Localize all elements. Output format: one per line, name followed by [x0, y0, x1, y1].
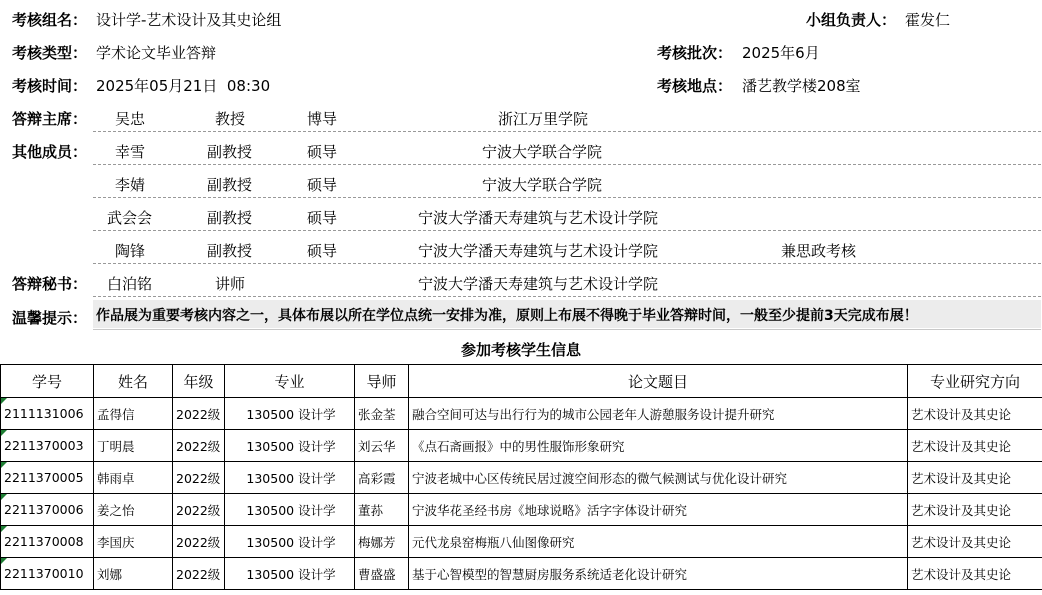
grade-cell: 2022级 [173, 494, 225, 526]
thesis-title-cell: 宁波华花圣经书房《地球说略》活字字体设计研究 [409, 494, 908, 526]
student-id-cell: 2211370003 [1, 430, 94, 462]
chair-label: 答辩主席： [12, 110, 88, 128]
batch-label: 考核批次： [657, 44, 733, 62]
leader-value: 霍发仁 [905, 11, 951, 29]
student-name-cell: 李国庆 [94, 526, 173, 558]
row-divider [93, 131, 1041, 132]
thesis-title-cell: 基于心智模型的智慧厨房服务系统适老化设计研究 [409, 558, 908, 590]
table-row [1, 494, 1042, 526]
header-advisor: 导师 [355, 365, 409, 398]
thesis-title-cell: 宁波老城中心区传统民居过渡空间形态的微气候测试与优化设计研究 [409, 462, 908, 494]
member-org: 宁波大学潘天寿建筑与艺术设计学院 [418, 242, 659, 260]
member-name: 幸雪 [115, 143, 146, 161]
student-name-cell: 丁明晨 [94, 430, 173, 462]
major-cell: 130500 设计学 [225, 398, 355, 430]
row-divider [93, 230, 1041, 231]
notice-text: 作品展为重要考核内容之一，具体布展以所在学位点统一安排为准，原则上布展不得晚于毕业答辩时间，一般至少提前3天完成布展！ [96, 308, 918, 324]
advisor-cell: 梅娜芳 [355, 526, 409, 558]
advisor-cell: 董荪 [355, 494, 409, 526]
advisor-cell: 张金荃 [355, 398, 409, 430]
student-name-cell: 韩雨卓 [94, 462, 173, 494]
research-direction-cell: 艺术设计及其史论 [908, 558, 1042, 590]
table-row [1, 526, 1042, 558]
student-name-cell: 孟得信 [94, 398, 173, 430]
chair-org: 浙江万里学院 [498, 110, 589, 128]
member-note: 兼思政考核 [781, 242, 857, 260]
member-title: 副教授 [207, 143, 253, 161]
chair-title: 教授 [215, 110, 246, 128]
grade-cell: 2022级 [173, 526, 225, 558]
table-row [1, 462, 1042, 494]
table-row [1, 398, 1042, 430]
header-thesis-title: 论文题目 [409, 365, 908, 398]
row-divider [93, 263, 1041, 264]
chair-name: 吴忠 [115, 110, 146, 128]
major-cell: 130500 设计学 [225, 526, 355, 558]
major-cell: 130500 设计学 [225, 494, 355, 526]
student-name-cell: 刘娜 [94, 558, 173, 590]
row-divider [93, 164, 1041, 165]
member-supervisor: 硕导 [307, 143, 338, 161]
header-name: 姓名 [94, 365, 173, 398]
others-label: 其他成员： [12, 143, 88, 161]
member-name: 陶锋 [115, 242, 146, 260]
notice-label: 温馨提示： [12, 309, 88, 327]
student-id-cell: 2211370005 [1, 462, 94, 494]
member-title: 副教授 [207, 209, 253, 227]
student-id-cell: 2211370010 [1, 558, 94, 590]
time-label: 考核时间： [12, 77, 88, 95]
secretary-label: 答辩秘书： [12, 275, 88, 293]
member-title: 副教授 [207, 242, 253, 260]
grade-cell: 2022级 [173, 558, 225, 590]
table-row [1, 558, 1042, 590]
research-direction-cell: 艺术设计及其史论 [908, 526, 1042, 558]
thesis-title-cell: 融合空间可达与出行行为的城市公园老年人游憩服务设计提升研究 [409, 398, 908, 430]
member-supervisor: 硕导 [307, 209, 338, 227]
header-student-id: 学号 [1, 365, 94, 398]
advisor-cell: 曹盛盛 [355, 558, 409, 590]
student-name-cell: 姜之怡 [94, 494, 173, 526]
batch-value: 2025年6月 [742, 44, 820, 62]
thesis-title-cell: 元代龙泉窑梅瓶八仙图像研究 [409, 526, 908, 558]
location-label: 考核地点： [657, 77, 733, 95]
location-value: 潘艺教学楼208室 [742, 77, 861, 95]
chair-supervisor: 博导 [307, 110, 338, 128]
student-id-cell: 2111131006 [1, 398, 94, 430]
student-id-cell: 2211370008 [1, 526, 94, 558]
students-table [0, 364, 1042, 590]
row-divider [93, 296, 1041, 297]
member-title: 副教授 [207, 176, 253, 194]
major-cell: 130500 设计学 [225, 430, 355, 462]
time-value: 2025年05月21日 08:30 [96, 77, 271, 95]
advisor-cell: 高彩霞 [355, 462, 409, 494]
member-supervisor: 硕导 [307, 176, 338, 194]
grade-cell: 2022级 [173, 430, 225, 462]
member-org: 宁波大学联合学院 [482, 143, 603, 161]
major-cell: 130500 设计学 [225, 558, 355, 590]
group-label: 考核组名： [12, 11, 88, 29]
advisor-cell: 刘云华 [355, 430, 409, 462]
students-section-title: 参加考核学生信息 [460, 341, 581, 359]
grade-cell: 2022级 [173, 398, 225, 430]
leader-label: 小组负责人： [806, 11, 897, 29]
research-direction-cell: 艺术设计及其史论 [908, 494, 1042, 526]
research-direction-cell: 艺术设计及其史论 [908, 462, 1042, 494]
row-divider [93, 197, 1041, 198]
secretary-name: 白泊铭 [107, 275, 153, 293]
secretary-title: 讲师 [215, 275, 246, 293]
member-name: 武会会 [107, 209, 153, 227]
secretary-org: 宁波大学潘天寿建筑与艺术设计学院 [418, 275, 659, 293]
member-name: 李婧 [115, 176, 146, 194]
type-label: 考核类型： [12, 44, 88, 62]
table-row [1, 430, 1042, 462]
student-id-cell: 2211370006 [1, 494, 94, 526]
member-supervisor: 硕导 [307, 242, 338, 260]
major-cell: 130500 设计学 [225, 462, 355, 494]
header-major: 专业 [225, 365, 355, 398]
notice-divider [93, 329, 1041, 330]
member-org: 宁波大学潘天寿建筑与艺术设计学院 [418, 209, 659, 227]
thesis-title-cell: 《点石斋画报》中的男性服饰形象研究 [409, 430, 908, 462]
member-org: 宁波大学联合学院 [482, 176, 603, 194]
type-value: 学术论文毕业答辩 [96, 44, 217, 62]
group-value: 设计学-艺术设计及其史论组 [96, 11, 282, 29]
research-direction-cell: 艺术设计及其史论 [908, 430, 1042, 462]
table-header-row [1, 365, 1042, 398]
header-research-direction: 专业研究方向 [908, 365, 1042, 398]
grade-cell: 2022级 [173, 462, 225, 494]
header-grade: 年级 [173, 365, 225, 398]
research-direction-cell: 艺术设计及其史论 [908, 398, 1042, 430]
